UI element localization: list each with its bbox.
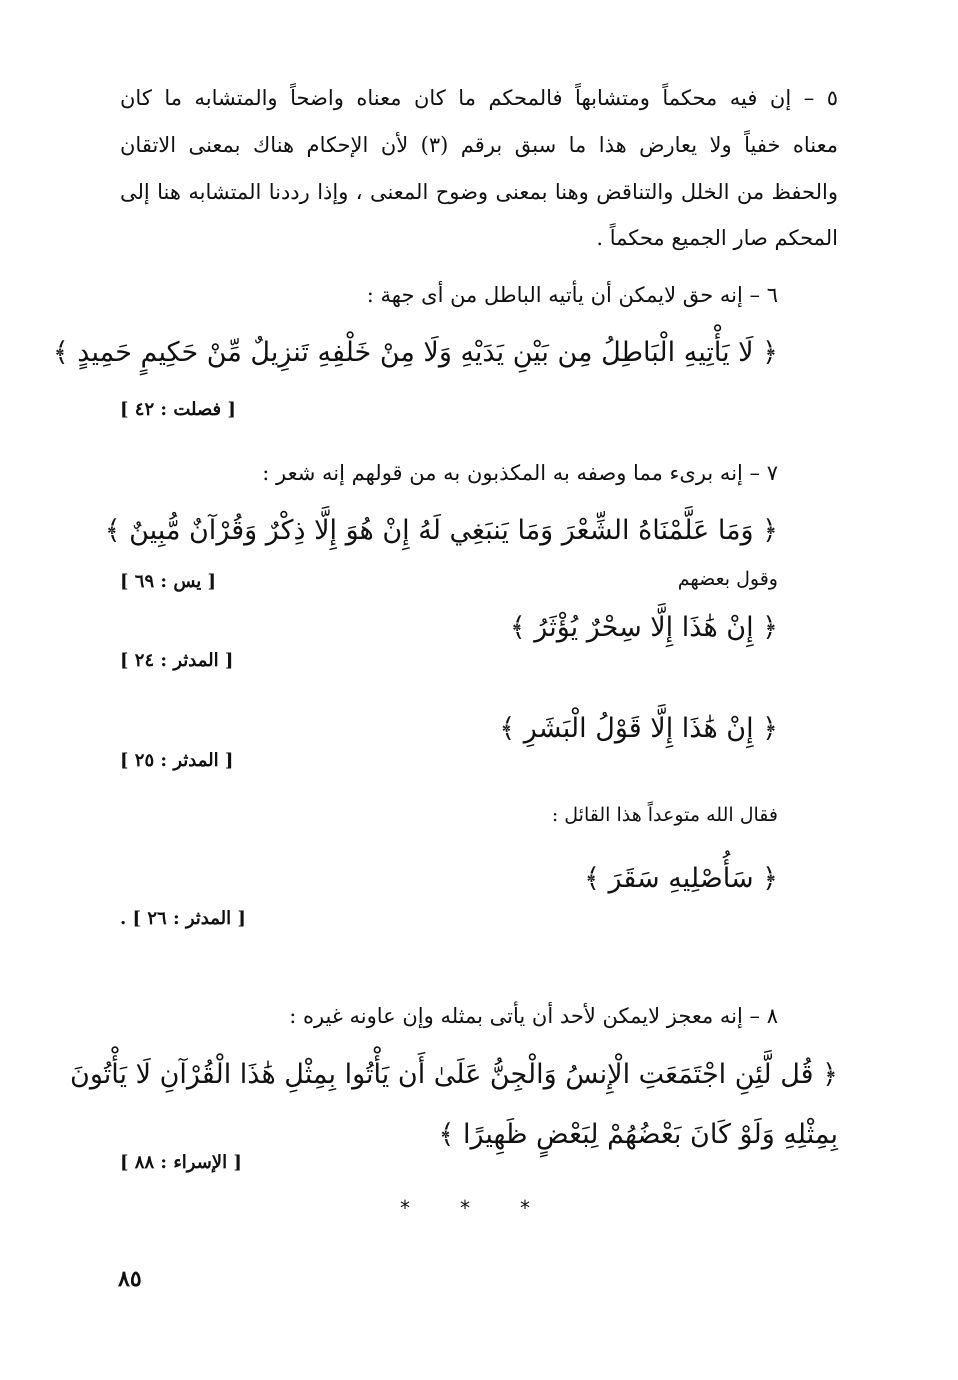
- item8-verse-line1: ﴿ قُل لَّئِنِ اجْتَمَعَتِ الْإِنسُ وَالْجِنُّ عَلَىٰ أَن يَأْتُوا بِمِثْلِ هَٰذَا الْقُرْآنِ لَا يَأْتُونَ: [69, 1059, 838, 1090]
- item7-intro4: فقال الله متوعداً هذا القائل :: [551, 804, 778, 826]
- item7-reference2: [ المدثر : ٢٤ ]: [120, 650, 234, 671]
- item7-verse1: ﴿ وَمَا عَلَّمْنَاهُ الشِّعْرَ وَمَا يَنبَغِي لَهُ إِنْ هُوَ إِلَّا ذِكْرٌ وَقُرْآنٌ مُّبِينٌ ﴾: [104, 515, 778, 546]
- separator-star: *: [400, 1196, 410, 1220]
- item5-line4: المحكم صار الجميع محكماً .: [596, 226, 838, 250]
- item8-verse-line2: بِمِثْلِهِ وَلَوْ كَانَ بَعْضُهُمْ لِبَعْضٍ ظَهِيرًا ﴾: [438, 1119, 838, 1150]
- item7-reference1: [ يس : ٦٩ ]: [120, 571, 217, 592]
- item7-intro2: وقول بعضهم: [677, 568, 778, 590]
- item5-line2: معناه خفياً ولا يعارض هذا ما سبق برقم (٣) لأن الإحكام هناك بمعنى الاتقان: [120, 133, 838, 157]
- separator-star: *: [520, 1196, 530, 1220]
- item6-heading: ٦ – إنه حق لايمكن أن يأتيه الباطل من أى جهة :: [366, 283, 778, 307]
- item8-heading: ٨ – إنه معجز لايمكن لأحد أن يأتى بمثله وإن عاونه غيره :: [289, 1004, 778, 1028]
- section-separator: [400, 1196, 530, 1220]
- item7-reference3: [ المدثر : ٢٥ ]: [120, 750, 234, 771]
- item6-reference: [ فصلت : ٤٢ ]: [120, 399, 236, 420]
- item5-line3: والحفظ من الخلل والتناقض وهنا بمعنى وضوح المعنى ، وإذا رددنا المتشابه هنا إلى: [120, 180, 838, 204]
- item8-reference: [ الإسراء : ٨٨ ]: [120, 1152, 242, 1173]
- item7-verse3: ﴿ إِنْ هَٰذَا إِلَّا قَوْلُ الْبَشَرِ ﴾: [499, 713, 778, 744]
- item7-verse4: ﴿ سَأُصْلِيهِ سَقَرَ ﴾: [584, 863, 778, 894]
- item5-line1: ٥ – إن فيه محكماً ومتشابهاً فالمحكم ما كان معناه واضحاً والمتشابه ما كان: [120, 86, 838, 110]
- separator-star: *: [460, 1196, 470, 1220]
- page-number: ٨٥: [118, 1266, 142, 1292]
- item7-reference4: [ المدثر : ٢٦ ] .: [120, 908, 246, 929]
- item6-verse: ﴿ لَا يَأْتِيهِ الْبَاطِلُ مِن بَيْنِ يَدَيْهِ وَلَا مِنْ خَلْفِهِ تَنزِيلٌ مِّنْ حَكِيمٍ حَمِيدٍ ﴾: [52, 337, 778, 368]
- item7-verse2: ﴿ إِنْ هَٰذَا إِلَّا سِحْرٌ يُؤْثَرُ ﴾: [509, 612, 778, 643]
- item7-heading: ٧ – إنه برىء مما وصفه به المكذبون به من قولهم إنه شعر :: [262, 461, 778, 485]
